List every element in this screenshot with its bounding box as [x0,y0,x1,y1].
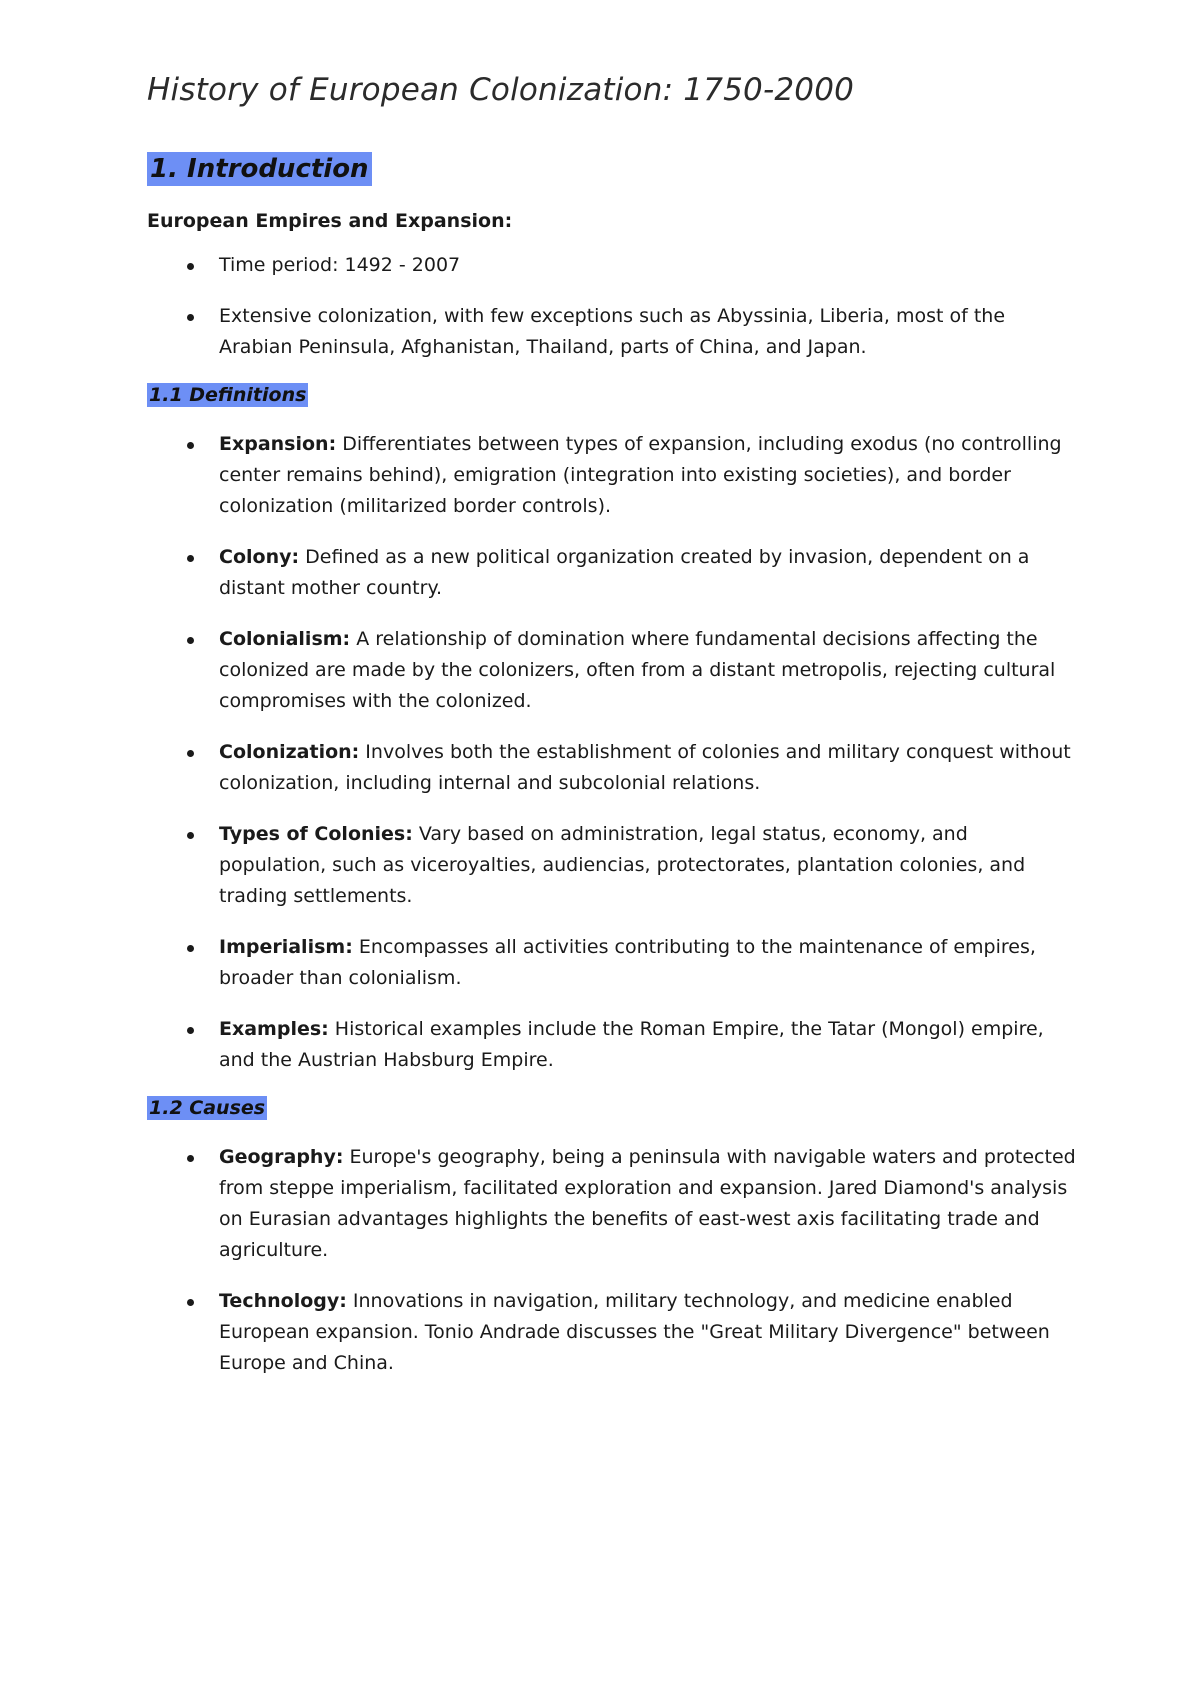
list-item [147,737,1077,799]
term-description: A relationship of domination where fundamental decisions affecting the colonized are made by the colonizers, often from a distant metropolis, rejecting cultural compromises with the colonized. [219,628,1056,712]
intro-bullet-list [147,250,1077,363]
term-description: Differentiates between types of expansion, including exodus (no controlling center remains behind), emigration (integration into existing societies), and border colonization (militarized border controls). [219,433,1062,517]
list-item [147,932,1077,994]
term-label: Colonization: [219,741,360,763]
list-item [147,250,1077,281]
subheading-european-empires: European Empires and Expansion: [147,210,513,232]
term-label: Imperialism: [219,936,353,958]
term-description: Vary based on administration, legal status, economy, and population, such as viceroyalties, audiencias, protectorates, plantation colonies, and trading settlements. [219,823,1026,907]
list-item [147,1142,1077,1266]
list-item [147,542,1077,604]
definitions-bullet-list [147,429,1077,1076]
term-label: Colonialism: [219,628,351,650]
section-introduction [147,152,1077,210]
bullet-icon [187,314,194,321]
term-description: Involves both the establishment of colonies and military conquest without colonization, including internal and subcolonial relations. [219,741,1071,794]
list-item [147,429,1077,522]
term-label: Colony: [219,546,300,568]
term-description: Encompasses all activities contributing to the maintenance of empires, broader than colonialism. [219,936,1036,989]
term-label: Types of Colonies: [219,823,413,845]
document-title: History of European Colonization: 1750-2000 [147,72,855,108]
section-heading-definitions: 1.1 Definitions [149,384,307,406]
list-item [147,1286,1077,1379]
bullet-icon [187,1027,194,1034]
term-description: Defined as a new political organization created by invasion, dependent on a distant mother country. [219,546,1030,599]
bullet-icon [187,832,194,839]
section-heading-introduction: 1. Introduction [147,152,372,186]
term-label: Examples: [219,1018,329,1040]
list-item [147,301,1077,363]
term-description: Europe's geography, being a peninsula with navigable waters and protected from steppe imperialism, facilitated exploration and expansion. Jared Diamond's analysis on Eurasian advantages highlights the benefits of east-west axis facilitating trade and agriculture. [219,1146,1076,1261]
bullet-icon [187,442,194,449]
section-heading-causes: 1.2 Causes [149,1097,266,1119]
list-item [147,819,1077,912]
bullet-icon [187,750,194,757]
bullet-icon [187,555,194,562]
term-description: Innovations in navigation, military technology, and medicine enabled European expansion. Tonio Andrade discusses the "Great Military Divergence" between Europe and China. [219,1290,1050,1374]
causes-bullet-list [147,1142,1077,1379]
bullet-icon [187,945,194,952]
term-label: Geography: [219,1146,344,1168]
term-label: Technology: [219,1290,347,1312]
term-label: Expansion: [219,433,337,455]
bullet-icon [187,637,194,644]
list-item-text: Extensive colonization, with few exceptions such as Abyssinia, Liberia, most of the Arabian Peninsula, Afghanistan, Thailand, parts of China, and Japan. [219,305,1006,358]
list-item [147,624,1077,717]
bullet-icon [187,1299,194,1306]
list-item-text: Time period: 1492 - 2007 [219,254,461,276]
bullet-icon [187,1155,194,1162]
term-description: Historical examples include the Roman Empire, the Tatar (Mongol) empire, and the Austrian Habsburg Empire. [219,1018,1044,1071]
document-page [147,72,1077,1399]
section-causes [147,1096,1077,1120]
section-definitions [147,383,1077,407]
list-item [147,1014,1077,1076]
bullet-icon [187,263,194,270]
